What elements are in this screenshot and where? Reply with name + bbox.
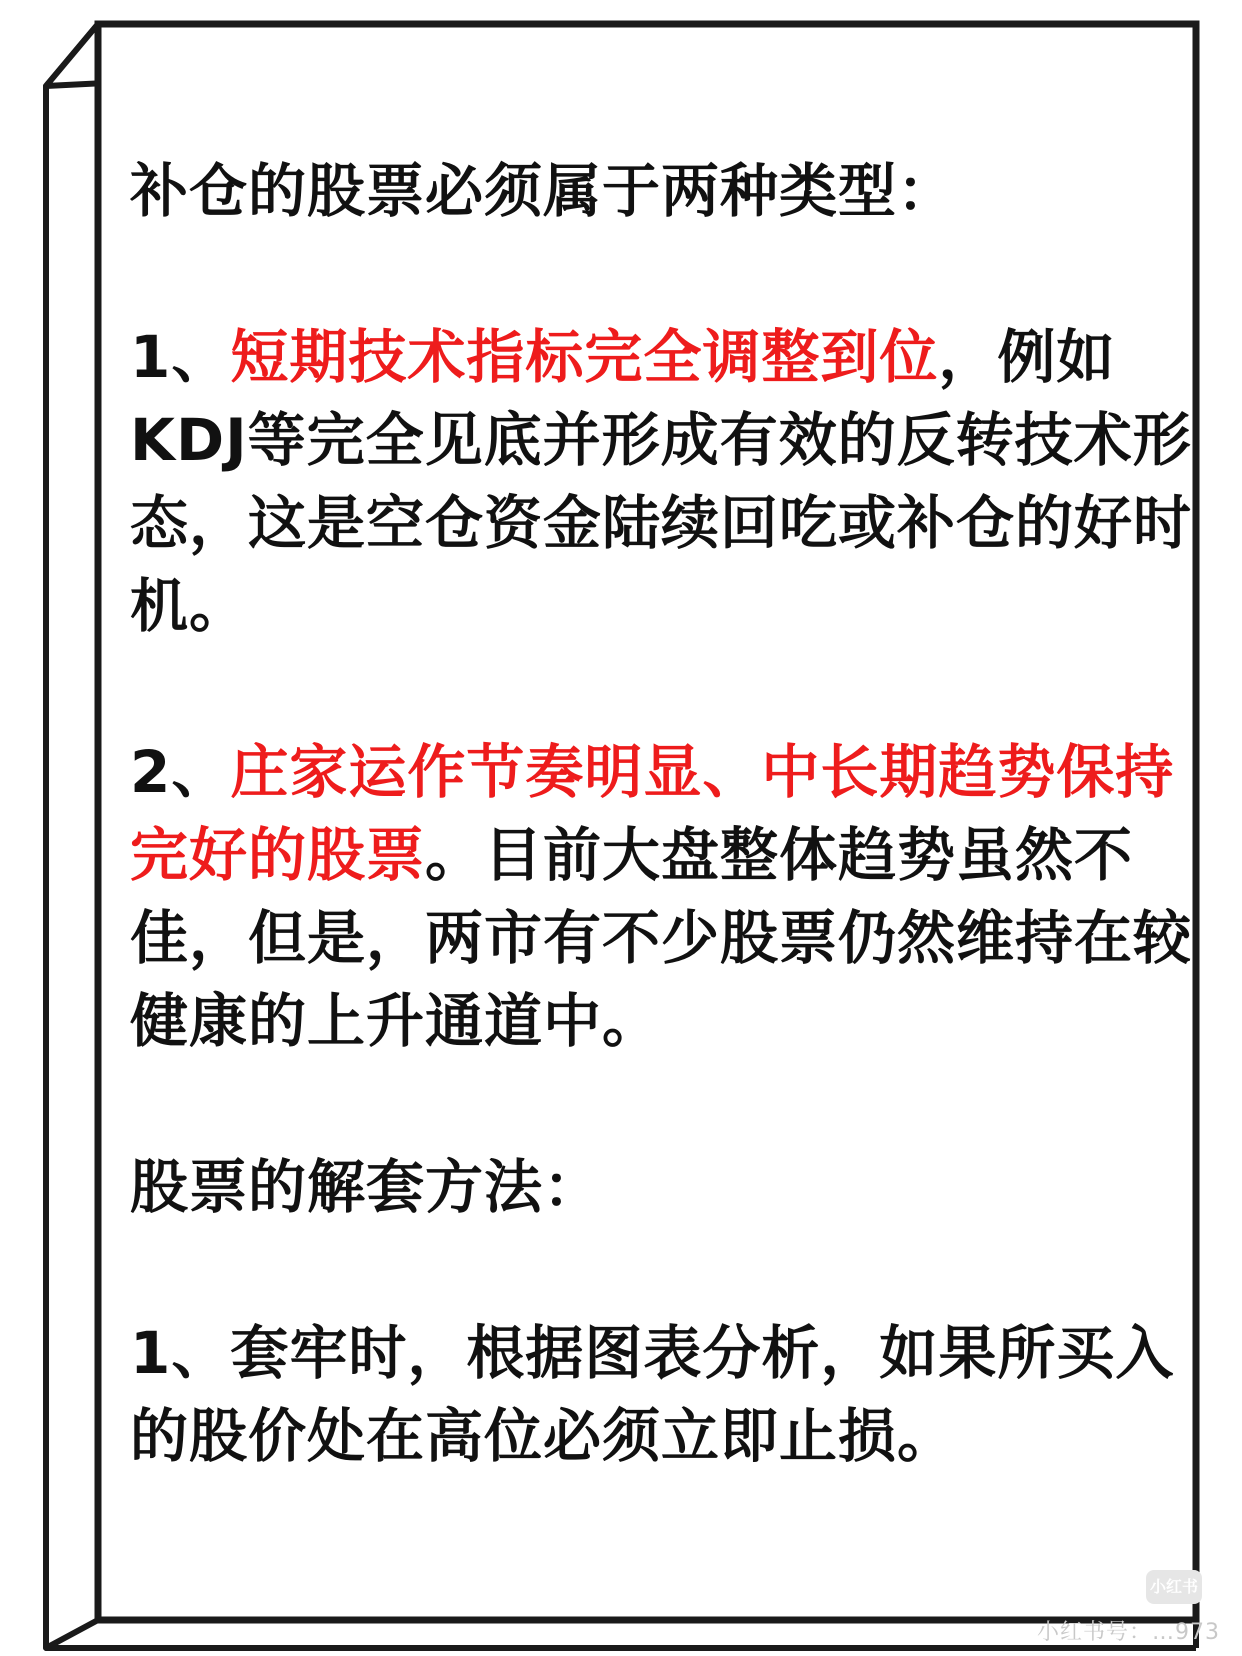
item-short-term-text: ，例如KDJ等完全见底并形成有效的反转技术形态，这是空仓资金陆续回吃或补仓的好时机。: [130, 323, 1193, 640]
watermark-text: 小红书号：…973: [1037, 1620, 1220, 1645]
watermark-logo: 小红书: [1146, 1570, 1202, 1604]
item-dealer-trend-prefix: 2、: [130, 738, 231, 806]
item-stop-loss: 1、套牢时，根据图表分析，如果所买入的股价处在高位必须立即止损。: [130, 1319, 1175, 1470]
item-short-term-prefix: 1、: [130, 323, 231, 391]
article-body: [130, 150, 1200, 1478]
heading-unlock-methods: 股票的解套方法：: [130, 1153, 603, 1221]
item-dealer-trend-text: 。目前大盘整体趋势虽然不佳，但是，两市有不少股票仍然维持在较健康的上升通道中。: [130, 821, 1193, 1055]
item-dealer-trend-highlight: 庄家运作节奏明显、中长期趋势保持完好的股票: [130, 738, 1175, 889]
item-dealer-trend: [130, 731, 1200, 1063]
item-short-term-highlight: 短期技术指标完全调整到位: [230, 323, 939, 391]
item-short-term: [130, 316, 1200, 648]
heading-replenish-types: 补仓的股票必须属于两种类型：: [130, 157, 957, 225]
